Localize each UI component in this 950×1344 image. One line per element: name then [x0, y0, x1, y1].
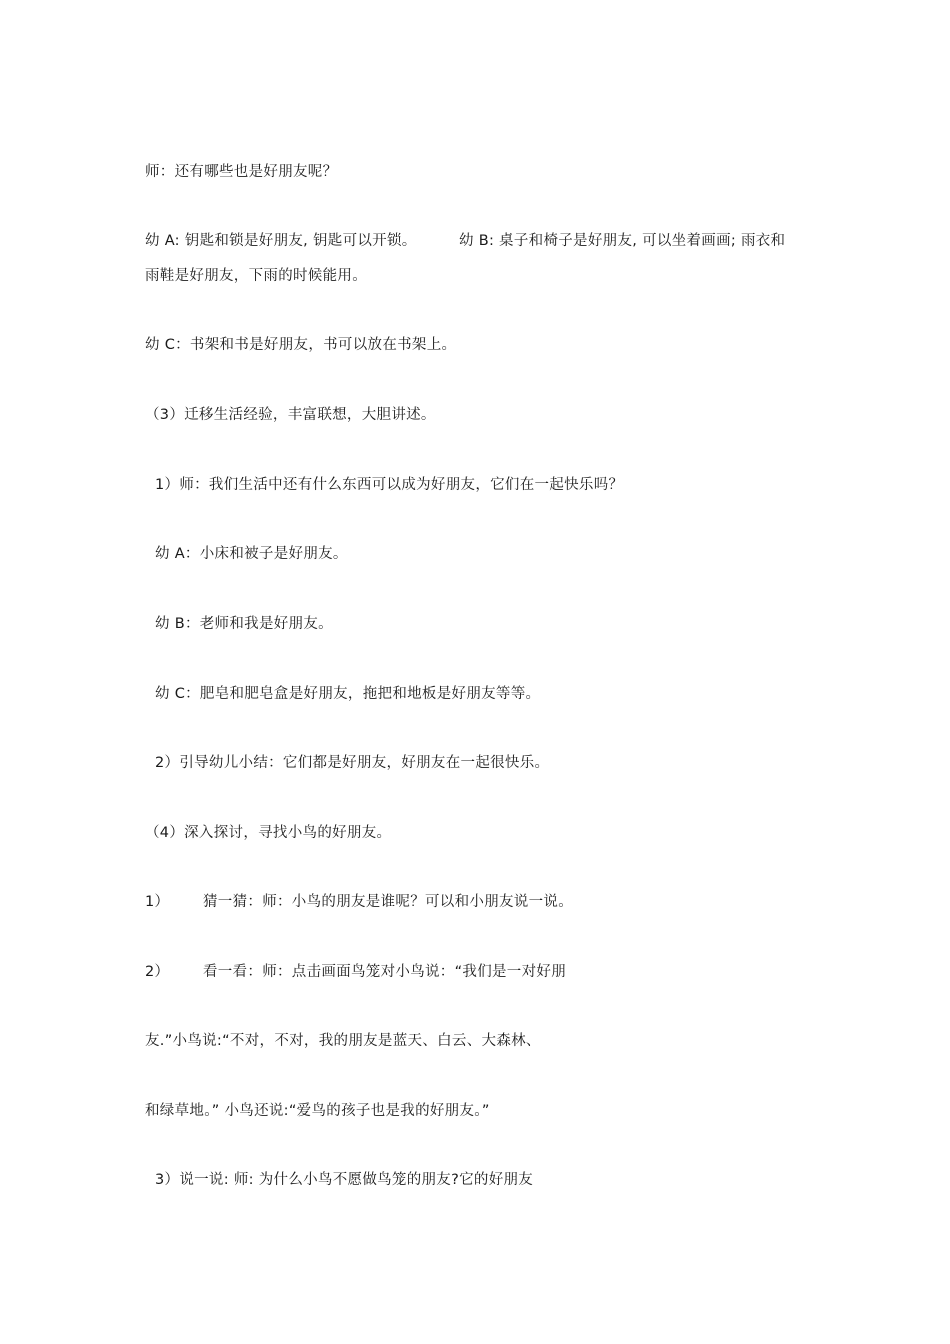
section-3-heading: （3）迁移生活经验，丰富联想，大胆讲述。: [145, 407, 436, 423]
item-1-text: 猜一猜：师：小鸟的朋友是谁呢？可以和小朋友说一说。: [203, 894, 573, 910]
item-3-text: 3）说一说: 师: 为什么小鸟不愿做鸟笼的朋友?它的好朋友: [155, 1172, 534, 1188]
item-2-continued-line-1: 友.”小鸟说:“不对，不对，我的朋友是蓝天、白云、大森林、: [145, 1033, 541, 1049]
item-2-text: 看一看：师：点击画面鸟笼对小鸟说：“我们是一对好朋: [203, 964, 567, 980]
child-c-answer: 幼 C：肥皂和肥皂盒是好朋友，拖把和地板是好朋友等等。: [155, 686, 541, 702]
step-2-summary: 2）引导幼儿小结：它们都是好朋友，好朋友在一起很快乐。: [155, 755, 550, 771]
item-2-number: 2）: [145, 964, 170, 980]
item-1-number: 1）: [145, 894, 170, 910]
section-4-heading: （4）深入探讨，寻找小鸟的好朋友。: [145, 825, 392, 841]
answer-b-continued-line: 雨鞋是好朋友，下雨的时候能用。: [145, 268, 367, 284]
step-1-question: 1）师：我们生活中还有什么东西可以成为好朋友，它们在一起快乐吗？: [155, 477, 624, 493]
answer-b-line: 幼 B: 桌子和椅子是好朋友, 可以坐着画画; 雨衣和: [459, 233, 786, 249]
child-a-answer: 幼 A：小床和被子是好朋友。: [155, 546, 348, 562]
item-2-continued-line-2: 和绿草地。” 小鸟还说:“爱鸟的孩子也是我的好朋友。”: [145, 1103, 490, 1119]
child-b-answer: 幼 B：老师和我是好朋友。: [155, 616, 333, 632]
question-line: 师：还有哪些也是好朋友呢？: [145, 164, 338, 180]
answer-a-line: 幼 A: 钥匙和锁是好朋友, 钥匙可以开锁。: [145, 233, 417, 249]
answer-c-line: 幼 C：书架和书是好朋友，书可以放在书架上。: [145, 337, 457, 353]
